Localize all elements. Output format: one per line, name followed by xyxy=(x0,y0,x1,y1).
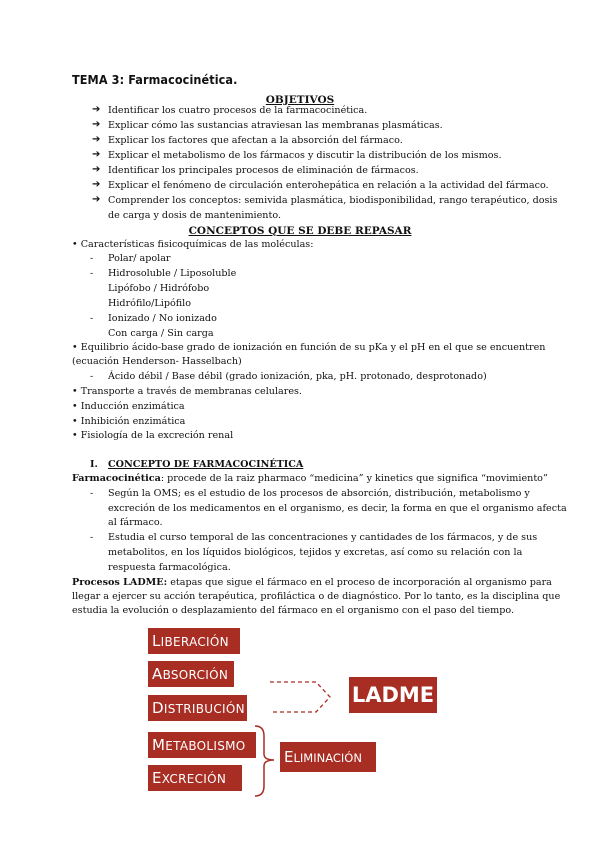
page-title: TEMA 3: Farmacocinética. xyxy=(72,72,238,87)
brace-icon xyxy=(252,724,280,798)
bullet-line: Según la OMS; es el estudio de los procesos de absorción, distribución, metabolismo y xyxy=(108,488,530,499)
ladme-label: Procesos LADME: xyxy=(72,577,168,588)
eliminacion-box: ELIMINACIÓN xyxy=(280,742,376,772)
concepto-line: Polar/ apolar xyxy=(108,253,171,264)
ladme-box: LADME xyxy=(349,677,437,713)
definition-label: Farmacocinética xyxy=(72,473,161,484)
concepto-line: Ácido débil / Base débil (grado ionización, pka, pH. protonado, desprotonado) xyxy=(108,371,487,382)
ladme-definition-line xyxy=(72,576,552,590)
dashed-arrow-icon xyxy=(268,680,334,714)
step-liberacion: LIBERACIÓN xyxy=(148,628,240,654)
dash-icon: - xyxy=(90,253,94,264)
concepto-line: Ionizado / No ionizado xyxy=(108,313,217,324)
section-heading: CONCEPTO DE FARMACOCINÉTICA xyxy=(108,459,304,470)
objetivos-heading: OBJETIVOS xyxy=(265,94,335,106)
step-metabolismo: METABOLISMO xyxy=(148,732,256,758)
concepto-line: • Fisiología de la excreción renal xyxy=(72,430,234,441)
arrow-bullet-icon: ➔ xyxy=(92,134,101,145)
step-distribucion: DISTRIBUCIÓN xyxy=(148,695,247,721)
objetivo-item: Identificar los cuatro procesos de la farmacocinética. xyxy=(108,105,368,116)
definition-line xyxy=(72,472,548,486)
dash-icon: - xyxy=(90,488,94,499)
dash-icon: - xyxy=(90,371,94,382)
bullet-line: metabolitos, en los líquidos biológicos, tejidos y excretas, así como su relación con la xyxy=(108,547,523,558)
arrow-bullet-icon: ➔ xyxy=(92,119,101,130)
objetivo-item: Identificar los principales procesos de eliminación de fármacos. xyxy=(108,165,419,176)
bullet-line: excreción de los medicamentos en el organismo, es decir, la forma en que el organismo afecta xyxy=(108,503,567,514)
bullet-line: al fármaco. xyxy=(108,517,163,528)
concepto-line: • Inhibición enzimática xyxy=(72,416,186,427)
concepto-line: Con carga / Sin carga xyxy=(108,328,214,339)
concepto-line: • Transporte a través de membranas celulares. xyxy=(72,386,302,397)
objetivo-item: Explicar cómo las sustancias atraviesan las membranas plasmáticas. xyxy=(108,120,443,131)
objetivo-item: Explicar el metabolismo de los fármacos y discutir la distribución de los mismos. xyxy=(108,150,502,161)
ladme-text-line: estudia la evolución o desplazamiento del fármaco en el organismo con el paso del tiempo. xyxy=(72,605,515,616)
concepto-line: Lipófobo / Hidrófobo xyxy=(108,283,210,294)
concepto-line: Hidrosoluble / Liposoluble xyxy=(108,268,237,279)
step-excrecion: EXCRECIÓN xyxy=(148,765,242,791)
bullet-line: respuesta farmacológica. xyxy=(108,562,231,573)
arrow-bullet-icon: ➔ xyxy=(92,104,101,115)
arrow-bullet-icon: ➔ xyxy=(92,149,101,160)
arrow-bullet-icon: ➔ xyxy=(92,194,101,205)
conceptos-heading: CONCEPTOS QUE SE DEBE REPASAR xyxy=(188,225,412,237)
bullet-line: Estudia el curso temporal de las concentraciones y cantidades de los fármacos, y de sus xyxy=(108,532,538,543)
concepto-line: • Características fisicoquímicas de las moléculas: xyxy=(72,239,314,250)
dash-icon: - xyxy=(90,532,94,543)
definition-text: : procede de la raiz pharmaco “medicina” y kinetics que significa “movimiento” xyxy=(160,473,548,484)
objetivo-item: Comprender los conceptos: semivida plasmática, biodisponibilidad, rango terapéutico, dosis xyxy=(108,195,558,206)
dash-icon: - xyxy=(90,313,94,324)
dash-icon: - xyxy=(90,268,94,279)
section-number: I. xyxy=(90,459,98,470)
concepto-line: (ecuación Henderson- Hasselbach) xyxy=(72,356,242,367)
objetivo-item: de carga y dosis de mantenimiento. xyxy=(108,210,281,221)
concepto-line: Hidrófilo/Lipófilo xyxy=(108,298,192,309)
objetivo-item: Explicar el fenómeno de circulación enterohepática en relación a la actividad del fármaco. xyxy=(108,180,549,191)
ladme-text-line: llegar a ejercer su acción terapéutica, profiláctica o de diagnóstico. Por lo tanto, es la disciplina que xyxy=(72,591,561,602)
arrow-bullet-icon: ➔ xyxy=(92,164,101,175)
ladme-text: etapas que sigue el fármaco en el proceso de incorporación al organismo para xyxy=(167,577,552,588)
step-absorcion: ABSORCIÓN xyxy=(148,661,234,687)
concepto-line: • Equilibrio ácido-base grado de ionización en función de su pKa y el pH en el que se encuentren xyxy=(72,342,546,353)
objetivo-item: Explicar los factores que afectan a la absorción del fármaco. xyxy=(108,135,403,146)
concepto-line: • Inducción enzimática xyxy=(72,401,185,412)
arrow-bullet-icon: ➔ xyxy=(92,179,101,190)
